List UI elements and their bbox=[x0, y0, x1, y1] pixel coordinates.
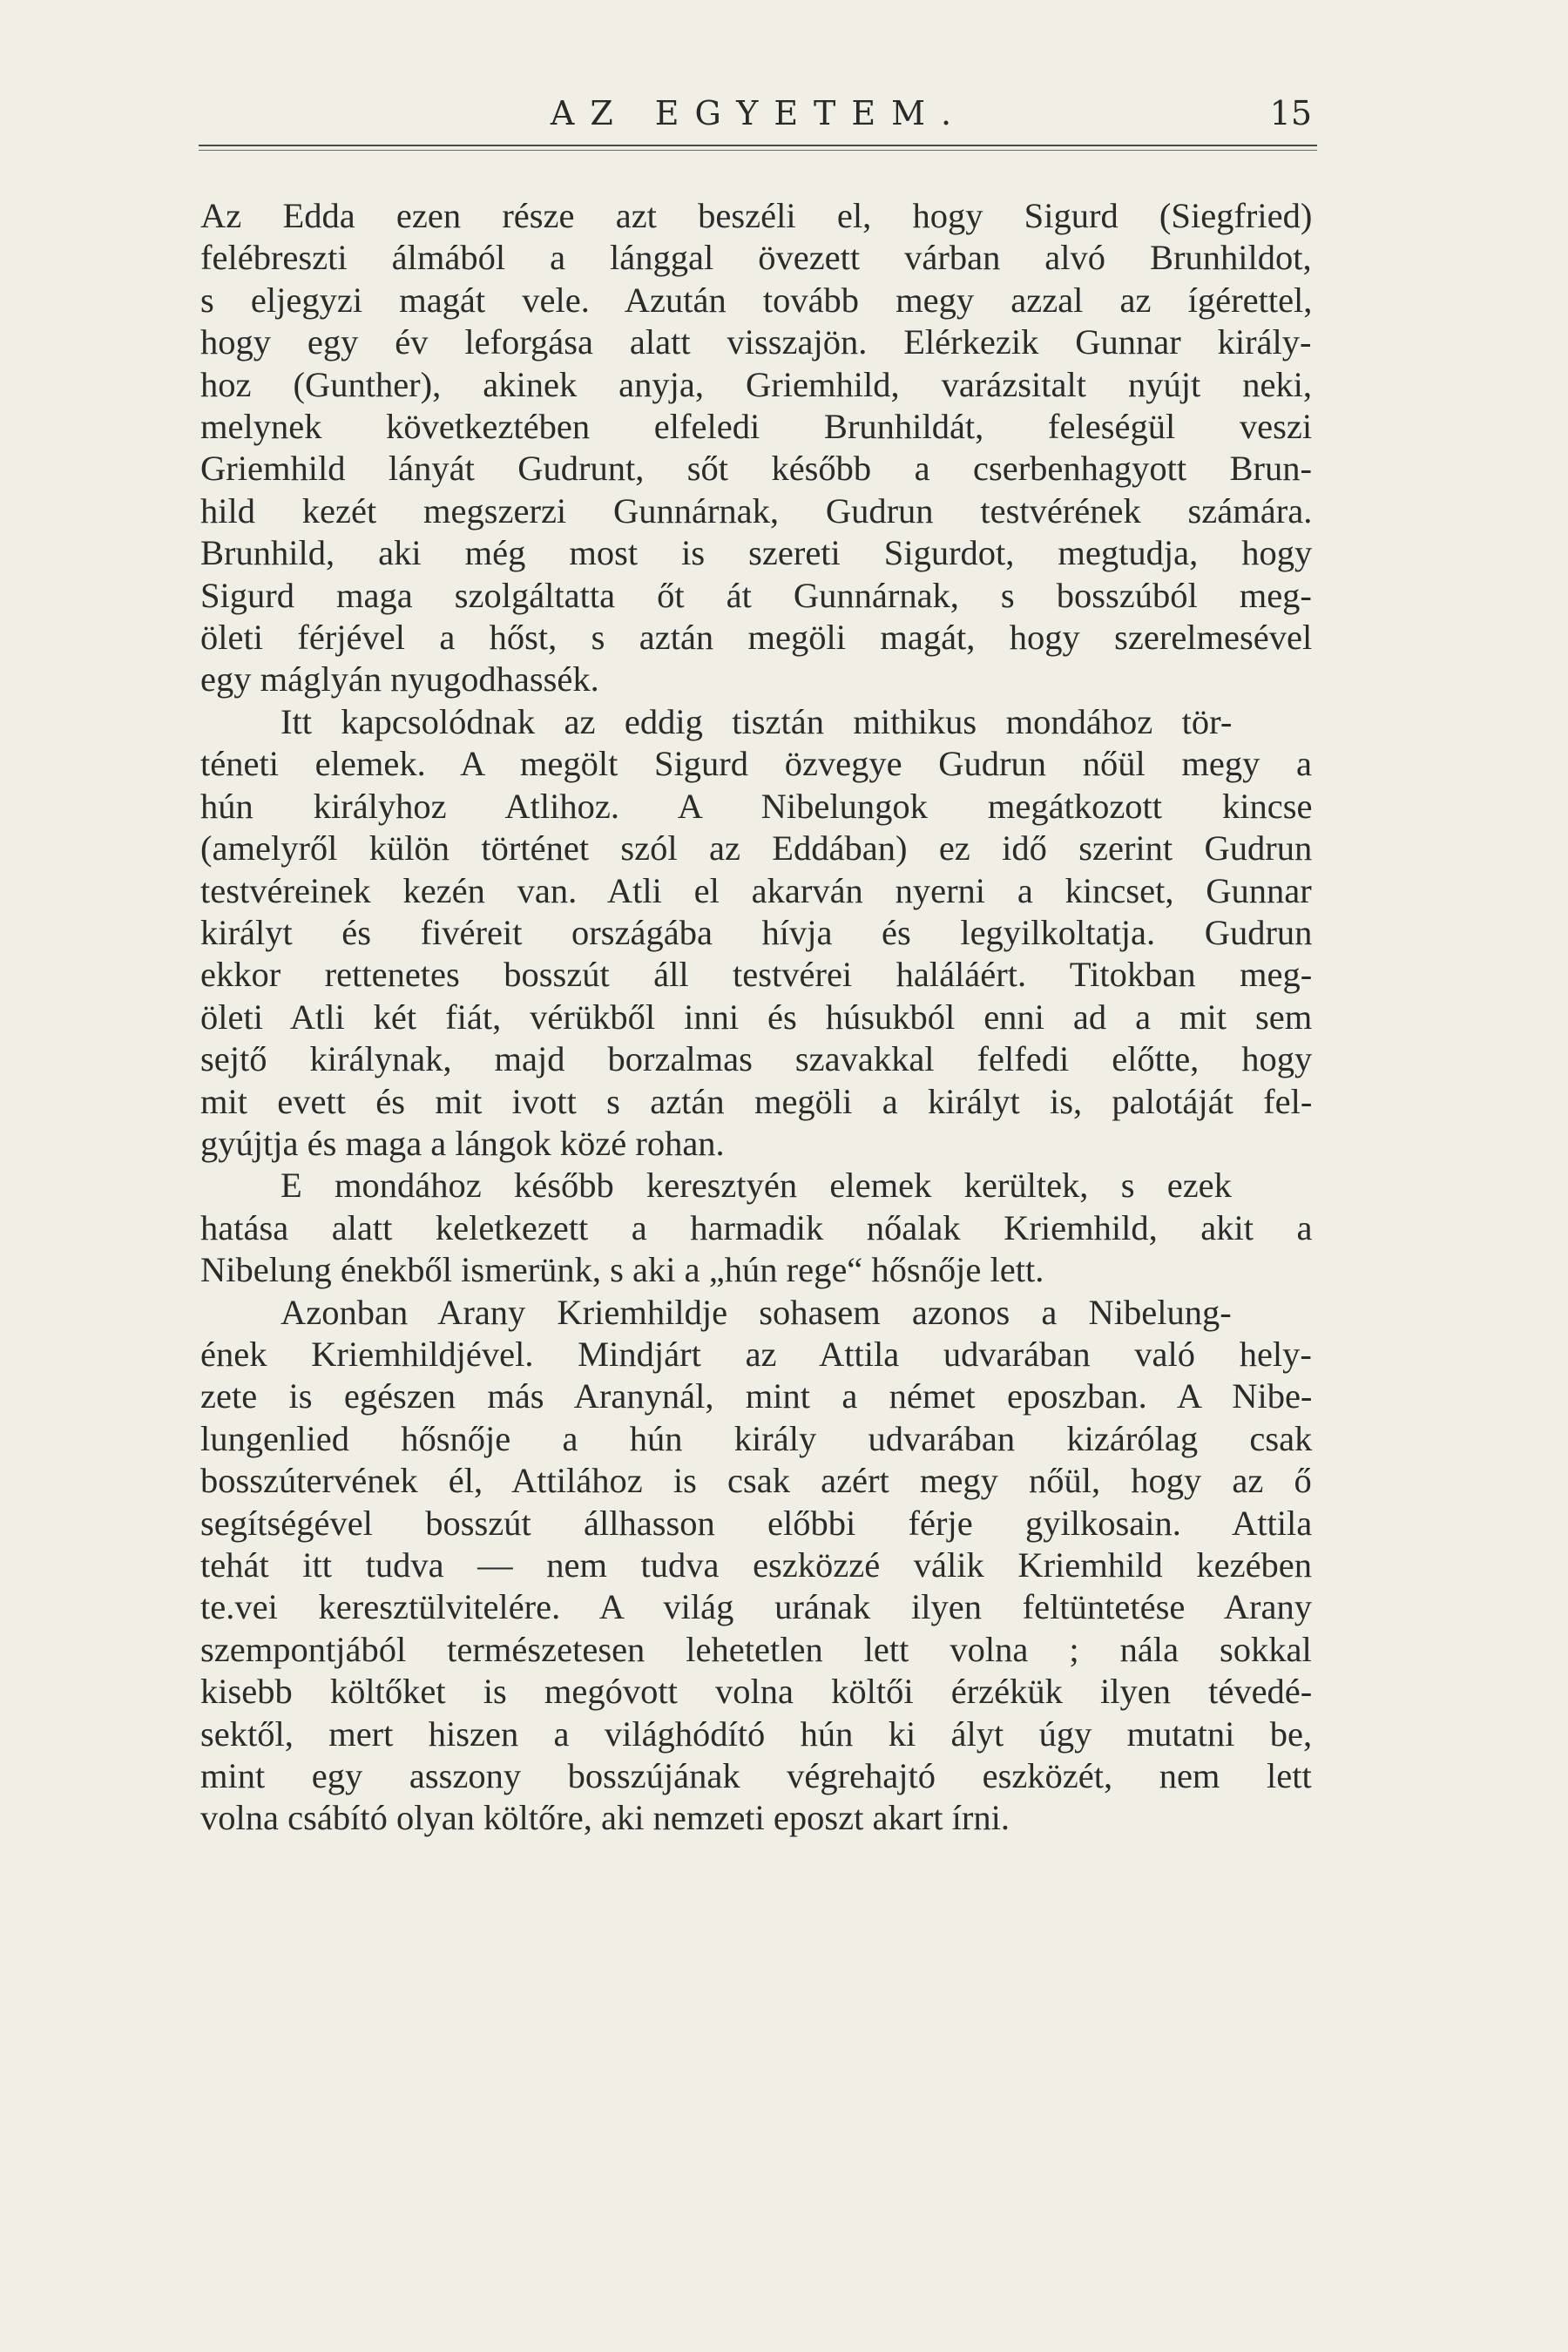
text-line: királyt és fivéreit országába hívja és legyilkoltatja. Gudrun bbox=[200, 912, 1313, 952]
text-line: felébreszti álmából a lánggal övezett várban alvó Brunhildot, bbox=[200, 238, 1312, 278]
paragraph bbox=[200, 195, 1312, 701]
text-line: mint egy asszony bosszújának végrehajtó eszközét, nem lett bbox=[200, 1756, 1312, 1796]
text-line: téneti elemek. A megölt Sigurd özvegye Gudrun nőül megy a bbox=[200, 744, 1313, 784]
page-number: 15 bbox=[1269, 94, 1312, 132]
text-line: zete is egészen más Aranynál, mint a német eposzban. A Nibe- bbox=[200, 1376, 1313, 1416]
text-line: Azonban Arany Kriemhildje sohasem azonos a Nibelung- bbox=[280, 1292, 1232, 1332]
text-line: szempontjából természetesen lehetetlen lett volna ; nála sokkal bbox=[200, 1629, 1312, 1669]
text-line: hatása alatt keletkezett a harmadik nőalak Kriemhild, akit a bbox=[200, 1207, 1313, 1247]
text-line: hoz (Gunther), akinek anyja, Griemhild, varázsitalt nyújt neki, bbox=[200, 364, 1313, 404]
text-line: melynek következtében elfeledi Brunhildát, feleségül veszi bbox=[200, 407, 1313, 447]
body-text bbox=[200, 195, 1312, 1840]
running-title: AZ EGYETEM. bbox=[550, 94, 968, 132]
text-line: s eljegyzi magát vele. Azután tovább megy azzal az ígérettel, bbox=[200, 280, 1313, 320]
header-rule bbox=[199, 145, 1317, 146]
text-line: hild kezét megszerzi Gunnárnak, Gudrun testvérének számára. bbox=[200, 490, 1313, 531]
text-line: E mondához később keresztyén elemek kerültek, s ezek bbox=[280, 1166, 1232, 1206]
text-line: Nibelung énekből ismerünk, s aki a „hún rege“ hősnője lett. bbox=[200, 1250, 1044, 1290]
paragraph bbox=[200, 1165, 1312, 1291]
text-line: segítségével bosszút állhasson előbbi férje gyilkosain. Attila bbox=[200, 1503, 1313, 1543]
paragraph bbox=[200, 1292, 1312, 1840]
header-rule-thin bbox=[199, 150, 1317, 151]
text-line: hogy egy év leforgása alatt visszajön. Elérkezik Gunnar király- bbox=[200, 322, 1312, 362]
text-line: sejtő királynak, majd borzalmas szavakkal felfedi előtte, hogy bbox=[200, 1039, 1313, 1079]
page-header bbox=[202, 94, 1315, 146]
text-line: bosszútervének él, Attilához is csak azért megy nőül, hogy az ő bbox=[200, 1461, 1312, 1501]
text-line: te.vei keresztülvitelére. A világ urának ilyen feltüntetése Arany bbox=[200, 1587, 1312, 1627]
text-line: öleti férjével a hőst, s aztán megöli magát, hogy szerelmesével bbox=[200, 618, 1313, 658]
text-line: volna csábító olyan költőre, aki nemzeti eposzt akart írni. bbox=[200, 1798, 1010, 1838]
text-line: testvéreinek kezén van. Atli el akarván nyerni a kincset, Gunnar bbox=[200, 870, 1312, 910]
text-line: Sigurd maga szolgáltatta őt át Gunnárnak, s bosszúból meg- bbox=[200, 575, 1312, 615]
text-line: Itt kapcsolódnak az eddig tisztán mithikus mondához tör- bbox=[280, 701, 1233, 741]
text-line: gyújtja és maga a lángok közé rohan. bbox=[200, 1123, 725, 1163]
text-line: ének Kriemhildjével. Mindjárt az Attila udvarában való hely- bbox=[200, 1334, 1312, 1374]
text-line: sektől, mert hiszen a világhódító hún ki ályt úgy mutatni be, bbox=[200, 1713, 1313, 1754]
text-line: Az Edda ezen része azt beszéli el, hogy Sigurd (Siegfried) bbox=[200, 196, 1313, 235]
text-line: lungenlied hősnője a hún király udvarában kizárólag csak bbox=[200, 1418, 1313, 1458]
text-line: ekkor rettenetes bosszút áll testvérei haláláért. Titokban meg- bbox=[200, 955, 1313, 995]
text-line: kisebb költőket is megóvott volna költői érzékük ilyen tévedé- bbox=[200, 1672, 1313, 1712]
paragraph bbox=[200, 701, 1312, 1165]
text-line: mit evett és mit ivott s aztán megöli a királyt is, palotáját fel- bbox=[200, 1081, 1313, 1121]
text-line: (amelyről külön történet szól az Eddában) ez idő szerint Gudrun bbox=[200, 828, 1313, 868]
text-line: Griemhild lányát Gudrunt, sőt később a cserbenhagyott Brun- bbox=[200, 449, 1313, 489]
text-line: Brunhild, aki még most is szereti Sigurdot, megtudja, hogy bbox=[200, 533, 1313, 573]
text-line: öleti Atli két fiát, vérükből inni és húsukból enni ad a mit sem bbox=[200, 997, 1313, 1037]
text-line: tehát itt tudva — nem tudva eszközzé válik Kriemhild kezében bbox=[200, 1545, 1313, 1585]
text-line: egy máglyán nyugodhassék. bbox=[200, 659, 599, 700]
text-line: hún királyhoz Atlihoz. A Nibelungok megátkozott kincse bbox=[200, 786, 1313, 826]
